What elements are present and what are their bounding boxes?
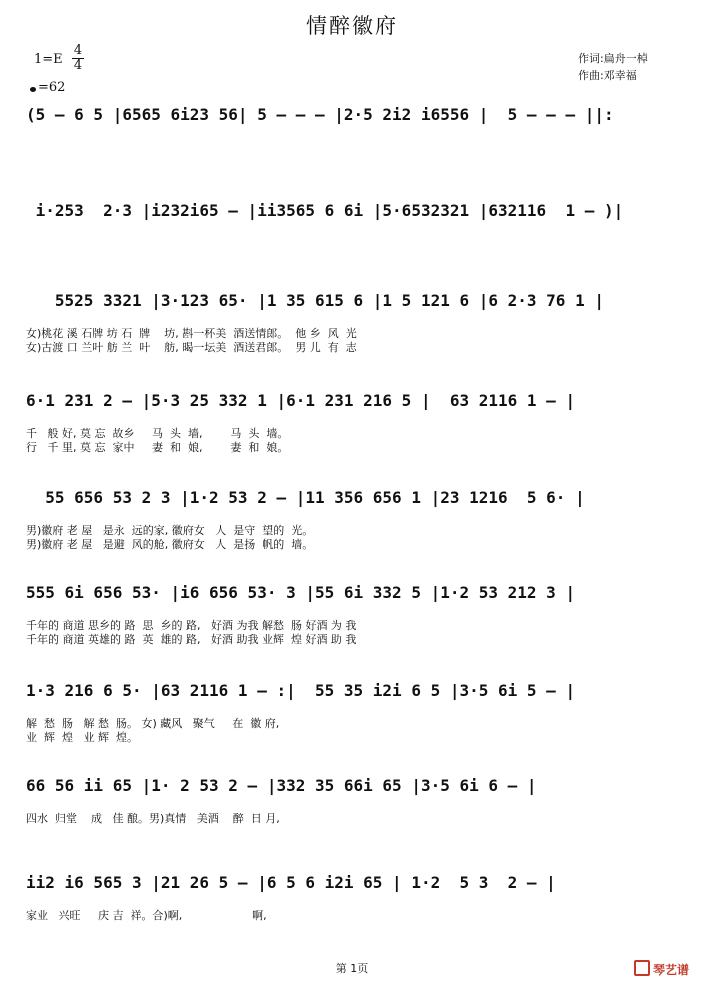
score-system xyxy=(26,775,686,826)
composer: 作曲:邓幸福 xyxy=(578,69,637,82)
score-system xyxy=(26,582,686,647)
lyric-line: 家业 兴旺 庆 吉 祥。合)啊, 啊, xyxy=(26,909,267,922)
notation-line: i·253 2·3 |i232i65 — |ii3565 6 6i |5·6532321 |632116 1 — )| xyxy=(26,201,624,220)
score-system xyxy=(26,487,686,552)
score-system xyxy=(26,290,686,355)
notation-line: 66 56 ii 65 |1· 2 53 2 — |332 35 66i 65 |3·5 6i 6 — | xyxy=(26,776,537,795)
score-system xyxy=(26,104,686,127)
lyric-line: 男)徽府 老 屋 是避 风的舱, 徽府女 人 是扬 帆的 墙。 xyxy=(26,538,314,551)
lyric-line: 行 千 里, 莫 忘 家中 妻 和 娘, 妻 和 娘。 xyxy=(26,441,289,454)
meter-bottom: 4 xyxy=(73,58,83,73)
lyric-line: 男)徽府 老 屋 是永 远的家, 徽府女 人 是守 望的 光。 xyxy=(26,524,314,537)
score-system xyxy=(26,680,686,745)
lyric-line: 女)古渡 口 兰叶 舫 兰 叶 舫, 暍一坛美 酒送君郎。 男 儿 有 志 xyxy=(26,341,357,354)
tempo-value: =62 xyxy=(38,80,66,95)
notation-line: 1·3 216 6 5· |63 2116 1 — :| 55 35 i2i 6 5 |3·5 6i 5 — | xyxy=(26,681,576,700)
lyric-line: 解 愁 肠 解 愁 肠。 女) 藏风 聚气 在 徽 府, xyxy=(26,717,280,730)
song-title: 情醉徽府 xyxy=(306,14,398,38)
meter-top: 4 xyxy=(73,43,83,58)
site-logo xyxy=(634,960,689,978)
page-number: 第 1页 xyxy=(335,962,369,975)
lyric-line: 千年的 商道 英雄的 路 英 雄的 路, 好酒 助我 业辉 煌 好酒 助 我 xyxy=(26,633,357,646)
logo-text: 琴艺谱 xyxy=(653,963,690,977)
lyric-line: 女)桃花 溪 石牌 坊 石 牌 坊, 斟一杯美 酒送情郎。 他 乡 风 光 xyxy=(26,327,357,340)
notation-line: 6·1 231 2 — |5·3 25 332 1 |6·1 231 216 5 | 63 2116 1 — | xyxy=(26,391,576,410)
lyricist: 作词:扁舟一棹 xyxy=(578,52,648,65)
notation-line: 555 6i 656 53· |i6 656 53· 3 |55 6i 332 5 |1·2 53 212 3 | xyxy=(26,583,576,602)
score-system xyxy=(26,872,686,923)
notation-line: (5 — 6 5 |6565 6i23 56| 5 — — — |2·5 2i2 i6556 | 5 — — — ||: xyxy=(26,105,614,124)
logo-icon xyxy=(634,960,650,976)
notation-line: ii2 i6 565 3 |21 26 5 — |6 5 6 i2i 65 | 1·2 5 3 2 — | xyxy=(26,873,556,892)
score-system xyxy=(26,200,686,223)
lyric-line: 业 辉 煌 业 辉 煌。 xyxy=(26,731,138,744)
notation-line: 55 656 53 2 3 |1·2 53 2 — |11 356 656 1 |23 1216 5 6· | xyxy=(26,488,585,507)
notation-line: 5525 3321 |3·123 65· |1 35 615 6 |1 5 121 6 |6 2·3 76 1 | xyxy=(26,291,604,310)
lyric-line: 千年的 商道 思乡的 路 思 乡的 路, 好酒 为我 解愁 肠 好酒 为 我 xyxy=(26,619,357,632)
tempo-marking xyxy=(30,80,65,95)
time-signature xyxy=(72,44,84,73)
lyric-line: 千 般 好, 莫 忘 故乡 马 头 墙, 马 头 墙。 xyxy=(26,427,289,440)
key-signature: 1=E xyxy=(34,52,63,67)
quarter-note-icon xyxy=(30,87,36,92)
credits xyxy=(578,50,648,84)
score-system xyxy=(26,390,686,455)
lyric-line: 四水 归堂 成 佳 酿。男)真情 美酒 醉 日 月, xyxy=(26,812,280,825)
